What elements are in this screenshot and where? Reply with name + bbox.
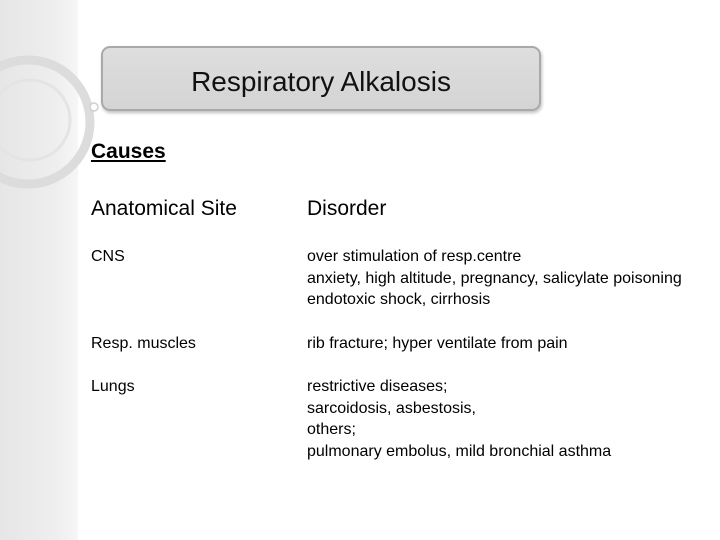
disorder-line: over stimulation of resp.centre — [307, 248, 522, 265]
column-header-anatomical-site: Anatomical Site — [91, 197, 237, 220]
disorder-line: rib fracture; hyper ventilate from pain — [307, 335, 568, 352]
disorder-line: sarcoidosis, asbestosis, — [307, 399, 476, 417]
disorder-line: restrictive diseases; — [307, 378, 448, 395]
slide-title: Respiratory Alkalosis — [191, 66, 451, 97]
table-row-site: Resp. muscles — [91, 335, 196, 352]
table-row-site: CNS — [91, 248, 125, 265]
disorder-line: others; — [307, 421, 356, 438]
table-row-site: Lungs — [91, 378, 135, 395]
decorative-circles — [0, 0, 140, 230]
causes-heading: Causes — [91, 140, 166, 163]
disorder-line: pulmonary embolus, mild bronchial asthma — [307, 442, 612, 460]
table-row-disorder — [307, 246, 720, 311]
disorder-line: anxiety, high altitude, pregnancy, salicylate poisoning — [307, 269, 682, 287]
column-header-disorder: Disorder — [307, 197, 387, 220]
table-row-disorder — [307, 333, 720, 355]
title-box — [101, 46, 541, 111]
table-row-disorder — [307, 376, 720, 462]
disorder-line: endotoxic shock, cirrhosis — [307, 291, 491, 308]
